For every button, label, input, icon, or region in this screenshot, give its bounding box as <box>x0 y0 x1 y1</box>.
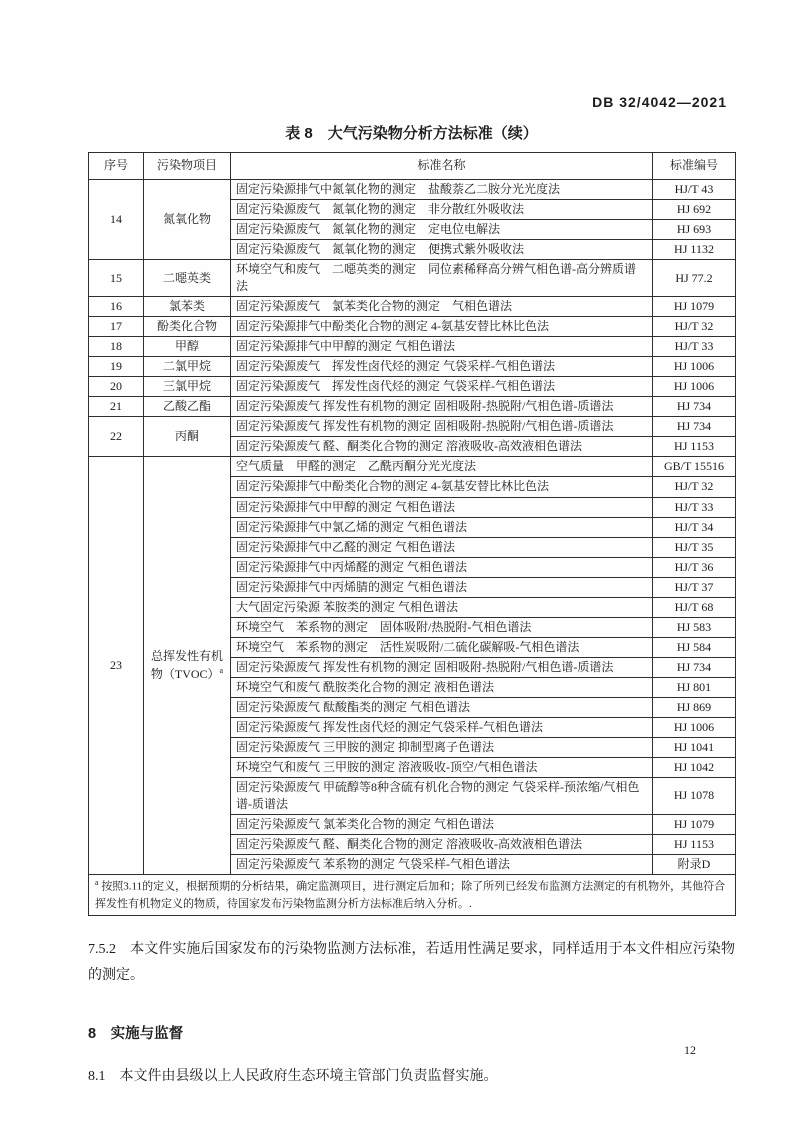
table-body <box>89 180 736 916</box>
cell-standard-code: HJ 692 <box>653 200 736 220</box>
table-row <box>89 357 736 377</box>
cell-standard-code: HJ/T 43 <box>653 180 736 200</box>
cell-standard-name: 固定污染源废气 醛、酮类化合物的测定 溶液吸收-高效液相色谱法 <box>231 835 653 855</box>
cell-standard-code: HJ 1041 <box>653 737 736 757</box>
cell-standard-code: HJ/T 68 <box>653 597 736 617</box>
table-title: 表 8 大气污染物分析方法标准（续） <box>285 125 538 142</box>
cell-standard-name: 固定污染源排气中酚类化合物的测定 4-氨基安替比林比色法 <box>231 477 653 497</box>
cell-standard-name: 固定污染源废气 氯苯类化合物的测定 气相色谱法 <box>231 297 653 317</box>
cell-standard-name: 环境空气 苯系物的测定 固体吸附/热脱附-气相色谱法 <box>231 617 653 637</box>
cell-no: 16 <box>89 297 144 317</box>
cell-standard-name: 固定污染源废气 酞酸酯类的测定 气相色谱法 <box>231 697 653 717</box>
cell-standard-name: 固定污染源废气 醛、酮类化合物的测定 溶液吸收-高效液相色谱法 <box>231 437 653 457</box>
cell-standard-code: HJ/T 34 <box>653 517 736 537</box>
cell-standard-name: 固定污染源排气中丙烯腈的测定 气相色谱法 <box>231 577 653 597</box>
cell-no: 21 <box>89 397 144 417</box>
page-number: 12 <box>684 1043 696 1057</box>
footnote-marker: a <box>95 878 99 888</box>
para-7-5-2: 7.5.2 本文件实施后国家发布的污染物监测方法标准，若适用性满足要求，同样适用于本文件相应污染物的测定。 <box>88 941 735 984</box>
cell-standard-name: 固定污染源废气 挥发性卤代烃的测定气袋采样-气相色谱法 <box>231 717 653 737</box>
cell-pollutant: 乙酸乙酯 <box>144 397 231 417</box>
cell-standard-code: HJ 869 <box>653 697 736 717</box>
cell-standard-name: 固定污染源废气 苯系物的测定 气袋采样-气相色谱法 <box>231 855 653 875</box>
cell-no: 22 <box>89 417 144 457</box>
cell-standard-name: 固定污染源排气中丙烯醛的测定 气相色谱法 <box>231 557 653 577</box>
cell-standard-name: 固定污染源排气中甲醇的测定 气相色谱法 <box>231 337 653 357</box>
table-row <box>89 317 736 337</box>
cell-pollutant: 二氯甲烷 <box>144 357 231 377</box>
cell-pollutant: 氯苯类 <box>144 297 231 317</box>
cell-standard-code: HJ 693 <box>653 220 736 240</box>
cell-standard-name: 固定污染源废气 氮氧化物的测定 定电位电解法 <box>231 220 653 240</box>
cell-pollutant: 氮氧化物 <box>144 180 231 260</box>
table-row <box>89 297 736 317</box>
cell-no: 19 <box>89 357 144 377</box>
cell-pollutant: 总挥发性有机物（TVOC）$^a$ <box>144 457 231 875</box>
cell-pollutant: 甲醇 <box>144 337 231 357</box>
cell-standard-name: 固定污染源废气 氯苯类化合物的测定 气相色谱法 <box>231 815 653 835</box>
cell-standard-name: 环境空气和废气 酰胺类化合物的测定 液相色谱法 <box>231 677 653 697</box>
table-header-row <box>89 153 736 180</box>
cell-standard-code: GB/T 15516 <box>653 457 736 477</box>
table-footnote: $^a$ 按照3.11的定义，根据预期的分析结果，确定监测项目，进行测定后加和；除了所列已经发布监测方法测定的有机物外，其他符合挥发性有机物定义的物质，待国家发布污染物监测分析方法标准后纳入分析。. <box>89 875 736 916</box>
cell-standard-name: 固定污染源废气 氮氧化物的测定 便携式紫外吸收法 <box>231 240 653 260</box>
cell-no: 23 <box>89 457 144 875</box>
cell-standard-name: 固定污染源排气中氮氧化物的测定 盐酸萘乙二胺分光光度法 <box>231 180 653 200</box>
cell-no: 14 <box>89 180 144 260</box>
cell-standard-code: HJ/T 33 <box>653 337 736 357</box>
table-row <box>89 397 736 417</box>
cell-standard-code: HJ 1079 <box>653 815 736 835</box>
cell-standard-code: HJ/T 35 <box>653 537 736 557</box>
cell-standard-code: HJ 734 <box>653 397 736 417</box>
col-header-standard-code: 标准编号 <box>653 153 736 180</box>
cell-pollutant: 丙酮 <box>144 417 231 457</box>
cell-standard-code: HJ 1006 <box>653 377 736 397</box>
cell-standard-code: HJ 734 <box>653 417 736 437</box>
cell-standard-name: 大气固定污染源 苯胺类的测定 气相色谱法 <box>231 597 653 617</box>
table-row <box>89 180 736 200</box>
table-row <box>89 337 736 357</box>
table-row <box>89 457 736 477</box>
cell-standard-code: HJ 1042 <box>653 757 736 777</box>
cell-pollutant: 二噁英类 <box>144 260 231 297</box>
cell-standard-name: 固定污染源废气 挥发性有机物的测定 固相吸附-热脱附/气相色谱-质谱法 <box>231 417 653 437</box>
cell-standard-code: HJ/T 32 <box>653 477 736 497</box>
cell-standard-code: HJ/T 36 <box>653 557 736 577</box>
cell-standard-name: 环境空气和废气 三甲胺的测定 溶液吸收-顶空/气相色谱法 <box>231 757 653 777</box>
cell-standard-code: HJ 1006 <box>653 717 736 737</box>
cell-standard-code: HJ/T 37 <box>653 577 736 597</box>
cell-standard-name: 固定污染源废气 挥发性有机物的测定 固相吸附-热脱附/气相色谱-质谱法 <box>231 397 653 417</box>
cell-standard-code: HJ 1078 <box>653 777 736 814</box>
cell-standard-code: HJ 1079 <box>653 297 736 317</box>
cell-standard-code: HJ 1006 <box>653 357 736 377</box>
section-heading-8: 8 实施与监督 <box>88 1026 184 1043</box>
para-8-1: 8.1 本文件由县级以上人民政府生态环境主管部门负责监督实施。 <box>88 1069 498 1085</box>
cell-standard-name: 固定污染源排气中酚类化合物的测定 4-氨基安替比林比色法 <box>231 317 653 337</box>
cell-standard-name: 固定污染源废气 氮氧化物的测定 非分散红外吸收法 <box>231 200 653 220</box>
table-footnote-row <box>89 875 736 916</box>
cell-pollutant: 酚类化合物 <box>144 317 231 337</box>
cell-standard-name: 固定污染源排气中乙醛的测定 气相色谱法 <box>231 537 653 557</box>
cell-no: 20 <box>89 377 144 397</box>
table-row <box>89 417 736 437</box>
cell-standard-name: 固定污染源排气中甲醇的测定 气相色谱法 <box>231 497 653 517</box>
cell-standard-name: 固定污染源排气中氯乙烯的测定 气相色谱法 <box>231 517 653 537</box>
cell-standard-code: HJ 1153 <box>653 835 736 855</box>
cell-standard-code: HJ 734 <box>653 657 736 677</box>
cell-standard-code: HJ 1153 <box>653 437 736 457</box>
cell-standard-code: HJ/T 32 <box>653 317 736 337</box>
cell-standard-code: HJ 584 <box>653 637 736 657</box>
cell-standard-name: 环境空气和废气 二噁英类的测定 同位素稀释高分辨气相色谱-高分辨质谱法 <box>231 260 653 297</box>
doc-code: DB 32/4042—2021 <box>592 94 727 110</box>
analysis-methods-table <box>88 152 736 916</box>
cell-standard-code: HJ 801 <box>653 677 736 697</box>
col-header-pollutant: 污染物项目 <box>144 153 231 180</box>
cell-no: 15 <box>89 260 144 297</box>
cell-no: 18 <box>89 337 144 357</box>
cell-standard-code: HJ 1132 <box>653 240 736 260</box>
cell-standard-code: HJ/T 33 <box>653 497 736 517</box>
cell-standard-name: 固定污染源废气 甲硫醇等8种含硫有机化合物的测定 气袋采样-预浓缩/气相色谱-质谱法 <box>231 777 653 814</box>
col-header-standard-name: 标准名称 <box>231 153 653 180</box>
cell-standard-name: 环境空气 苯系物的测定 活性炭吸附/二硫化碳解吸-气相色谱法 <box>231 637 653 657</box>
cell-pollutant: 三氯甲烷 <box>144 377 231 397</box>
cell-no: 17 <box>89 317 144 337</box>
table-row <box>89 377 736 397</box>
cell-standard-name: 固定污染源废气 三甲胺的测定 抑制型离子色谱法 <box>231 737 653 757</box>
cell-standard-code: 附录D <box>653 855 736 875</box>
col-header-no: 序号 <box>89 153 144 180</box>
footnote-marker: a <box>219 666 224 676</box>
cell-standard-name: 固定污染源废气 挥发性卤代烃的测定 气袋采样-气相色谱法 <box>231 377 653 397</box>
cell-standard-code: HJ 583 <box>653 617 736 637</box>
cell-standard-code: HJ 77.2 <box>653 260 736 297</box>
cell-standard-name: 空气质量 甲醛的测定 乙酰丙酮分光光度法 <box>231 457 653 477</box>
cell-standard-name: 固定污染源废气 挥发性有机物的测定 固相吸附-热脱附/气相色谱-质谱法 <box>231 657 653 677</box>
table-row <box>89 260 736 297</box>
cell-standard-name: 固定污染源废气 挥发性卤代烃的测定 气袋采样-气相色谱法 <box>231 357 653 377</box>
